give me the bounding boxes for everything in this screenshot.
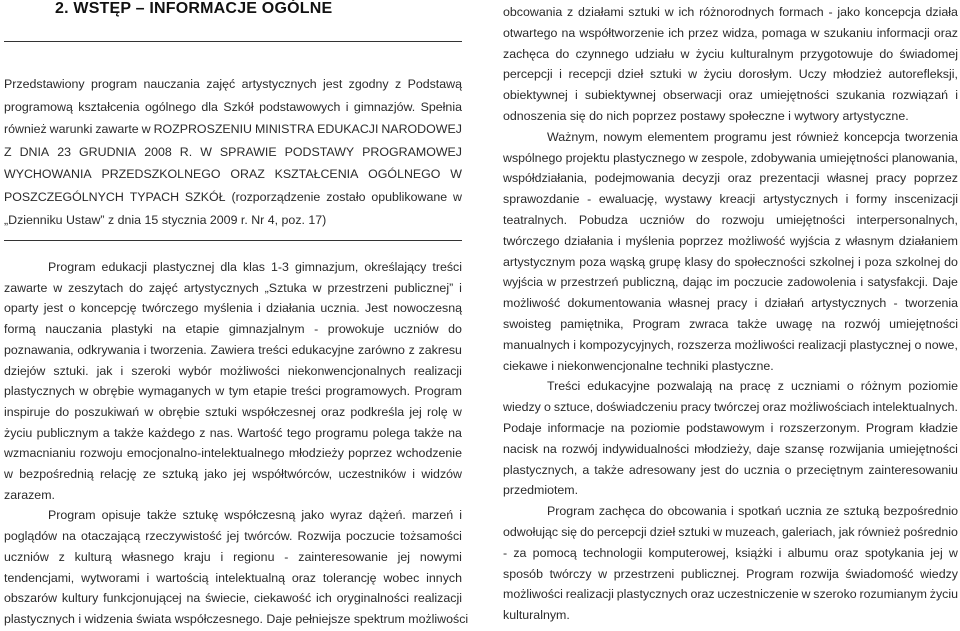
text-line: obszarów kultury funkcjonującej na świecie, ciekawość ich oryginalności realizacji [4,591,462,606]
text-line: formą nauczania plastyki na etapie gimnazjalnym - prowokuje uczniów do [4,322,462,337]
section-heading: 2. WSTĘP – INFORMACJE OGÓLNE [55,0,333,17]
text-line: dziejów sztuki. jak i szeroki wybór możliwości niekonwencjonalnych realizacji [4,363,462,378]
text-line: oparty jest o koncepcję twórczego myślenia i działania ucznia. Jest nowoczesną [4,301,462,316]
text-line: poglądów na otaczającą rzeczywistość jej twórców. Rozwija poczucie tożsamości [4,529,462,544]
text-line: życiu publicznym a także każdego z nas. Wartość tego programu polega także na [4,425,462,440]
text-line: WYCHOWANIA PRZEDSZKOLNEGO ORAZ KSZTAŁCENIA OGÓLNEGO W [4,167,462,182]
text-line: kulturalnym. [503,608,570,623]
text-line: plastycznych, a także adresowany jest do ucznia o przeciętnym zainteresowaniu [503,462,958,477]
text-line: obiektywnej i subiektywnej obserwacji oraz umiejętności szukania rozwiązań i [503,88,958,103]
text-line: inspiruje do poszukiwań w obrębie sztuki współczesnej oraz podkreśla jej rolę w [4,404,462,419]
text-line: zachęca do czynnego udziału w życiu kulturalnym przygotowuje do świadomej [503,46,958,61]
text-line: twórczego działania i myślenia poprzez możliwość wyjścia z własnym działaniem [503,233,958,248]
text-line: Podaje informacje na poziomie podstawowym i rozszerzonym. Program kładzie [503,421,958,435]
text-line: zawarte w zeszytach do zajęć artystycznych „Sztuka w przestrzeni publicznej” i [4,280,462,295]
text-line: współdziałania, podejmowania decyzji oraz prezentacji własnej pracy poprzez [503,171,958,186]
text-line: Ważnym, nowym elementem programu jest również koncepcja tworzenia [547,129,958,144]
middle-divider [4,240,462,241]
text-line: manualnych i kompozycyjnych, rozszerza możliwości realizacji plastycznej o nowe, [503,337,958,352]
text-line: „Dzienniku Ustaw” z dnia 15 stycznia 2009 r. Nr 4, poz. 17) [4,212,327,227]
text-line: tendencjami, wytworami i wartością intelektualną oraz tolerancję wobec innych [4,570,462,585]
text-line: plastycznych w obrębie wymaganych w tym etapie treści programowych. Program [4,384,462,399]
text-line: plastycznych i widzenia świata współczesnego. Daje pełniejsze spektrum możliwości [4,611,469,626]
text-line: programową kształcenia ogólnego dla Szkół podstawowych i gimnazjów. Spełnia [4,99,462,114]
text-line: Program opisuje także sztukę współczesną jako wyraz dążeń. marzeń i [48,508,462,523]
text-line: odnoszenia się do nich poprzez postawy społeczne i wytwory artystyczne. [503,109,909,123]
text-line: wzmacnianiu rozwoju emocjonalno-intelektualnego młodzieży poprzez wchodzenie [4,446,462,461]
text-line: sposób twórczy w przestrzeni publicznej. Program rozwija świadomość wiedzy [503,566,958,581]
text-line: POSZCZEGÓLNYCH TYPACH SZKÓŁ (rozporządzenie zostało opublikowane w [4,190,462,204]
text-line: Program edukacji plastycznej dla klas 1-3 gimnazjum, określający treści [48,260,462,274]
text-line: przedmiotem. [503,483,579,498]
text-line: Program zachęca do obcowania i spotkań ucznia ze sztuką bezpośrednio [547,504,958,519]
text-line: percepcji i recepcji dzieł sztuki w życiu dorosłym. Uczy młodzież autorefleksji, [503,67,958,82]
top-divider [4,41,462,42]
text-line: uczniów z kulturą własnego kraju i regionu - zainteresowanie jej nowymi [4,549,462,564]
text-line: możliwość dokumentowania własnej pracy i działań artystycznych - tworzenia [503,296,958,311]
text-line: sprawozdanie - ewaluację, wystawy kreacji artystycznych i formy inscenizacji [503,192,958,207]
text-line: Treści edukacyjne pozwalają na pracę z uczniami o różnym poziomie [547,379,958,394]
text-line: Przedstawiony program nauczania zajęć artystycznych jest zgodny z Podstawą [4,77,462,91]
text-line: ciekawe i niekonwencjonalne techniki plastyczne. [503,358,774,373]
text-line: wiedzy o sztuce, doświadczeniu pracy twórczej oraz możliwościach intelektualnych. [503,400,958,415]
text-line: swoisteg pamiętnika, Program zwraca także uwagę na rozwój umiejętności [503,317,958,331]
text-line: Z DNIA 23 GRUDNIA 2008 R. W SPRAWIE PODSTAWY PROGRAMOWEJ [4,144,462,159]
text-line: otwartego na współtworzenie ich przez widza, pomaga w szukaniu informacji oraz [503,25,958,40]
text-line: w bezpośrednią relację ze sztuką jako jej współtwórców, uczestników i widzów [4,467,462,481]
text-line: - za pomocą technologii komputerowej, książki i albumu oraz spotykania jej w [503,545,958,560]
text-line: wspólnego projektu plastycznego w zespole, zdobywania umiejętności planowania, [503,150,958,165]
text-line: teatralnych. Pobudza uczniów do rozwoju umiejętności interpersonalnych, [503,213,958,227]
text-line: zarazem. [4,487,55,502]
text-line: poznawania, odkrywania i tworzenia. Zawiera treści edukacyjne zarówno z zakresu [4,342,462,357]
text-line: możliwości realizacji plastycznych oraz uczestniczenie w szeroko rozumianym życiu [503,587,958,602]
text-line: wyjścia w przestrzeń publiczną, dając im poczucie zadowolenia i satysfakcji. Daje [503,275,958,290]
text-line: obcowania z działami sztuki w ich różnorodnych formach - jako koncepcja działa [503,5,958,19]
text-line: również warunki zawarte w ROZPROSZENIU MINISTRA EDUKACJI NARODOWEJ [4,122,462,137]
text-line: nacisk na rozwój indywidualności młodzieży, daje szansę rozwijania umiejętności [503,441,958,456]
text-line: artystycznym poza wąską grupę klasy do społeczności szkolnej i poza szkolnej do [503,254,958,269]
text-line: odwołując się do percepcji dzieł sztuki w muzeach, galeriach, jak również pośrednio [503,525,958,539]
